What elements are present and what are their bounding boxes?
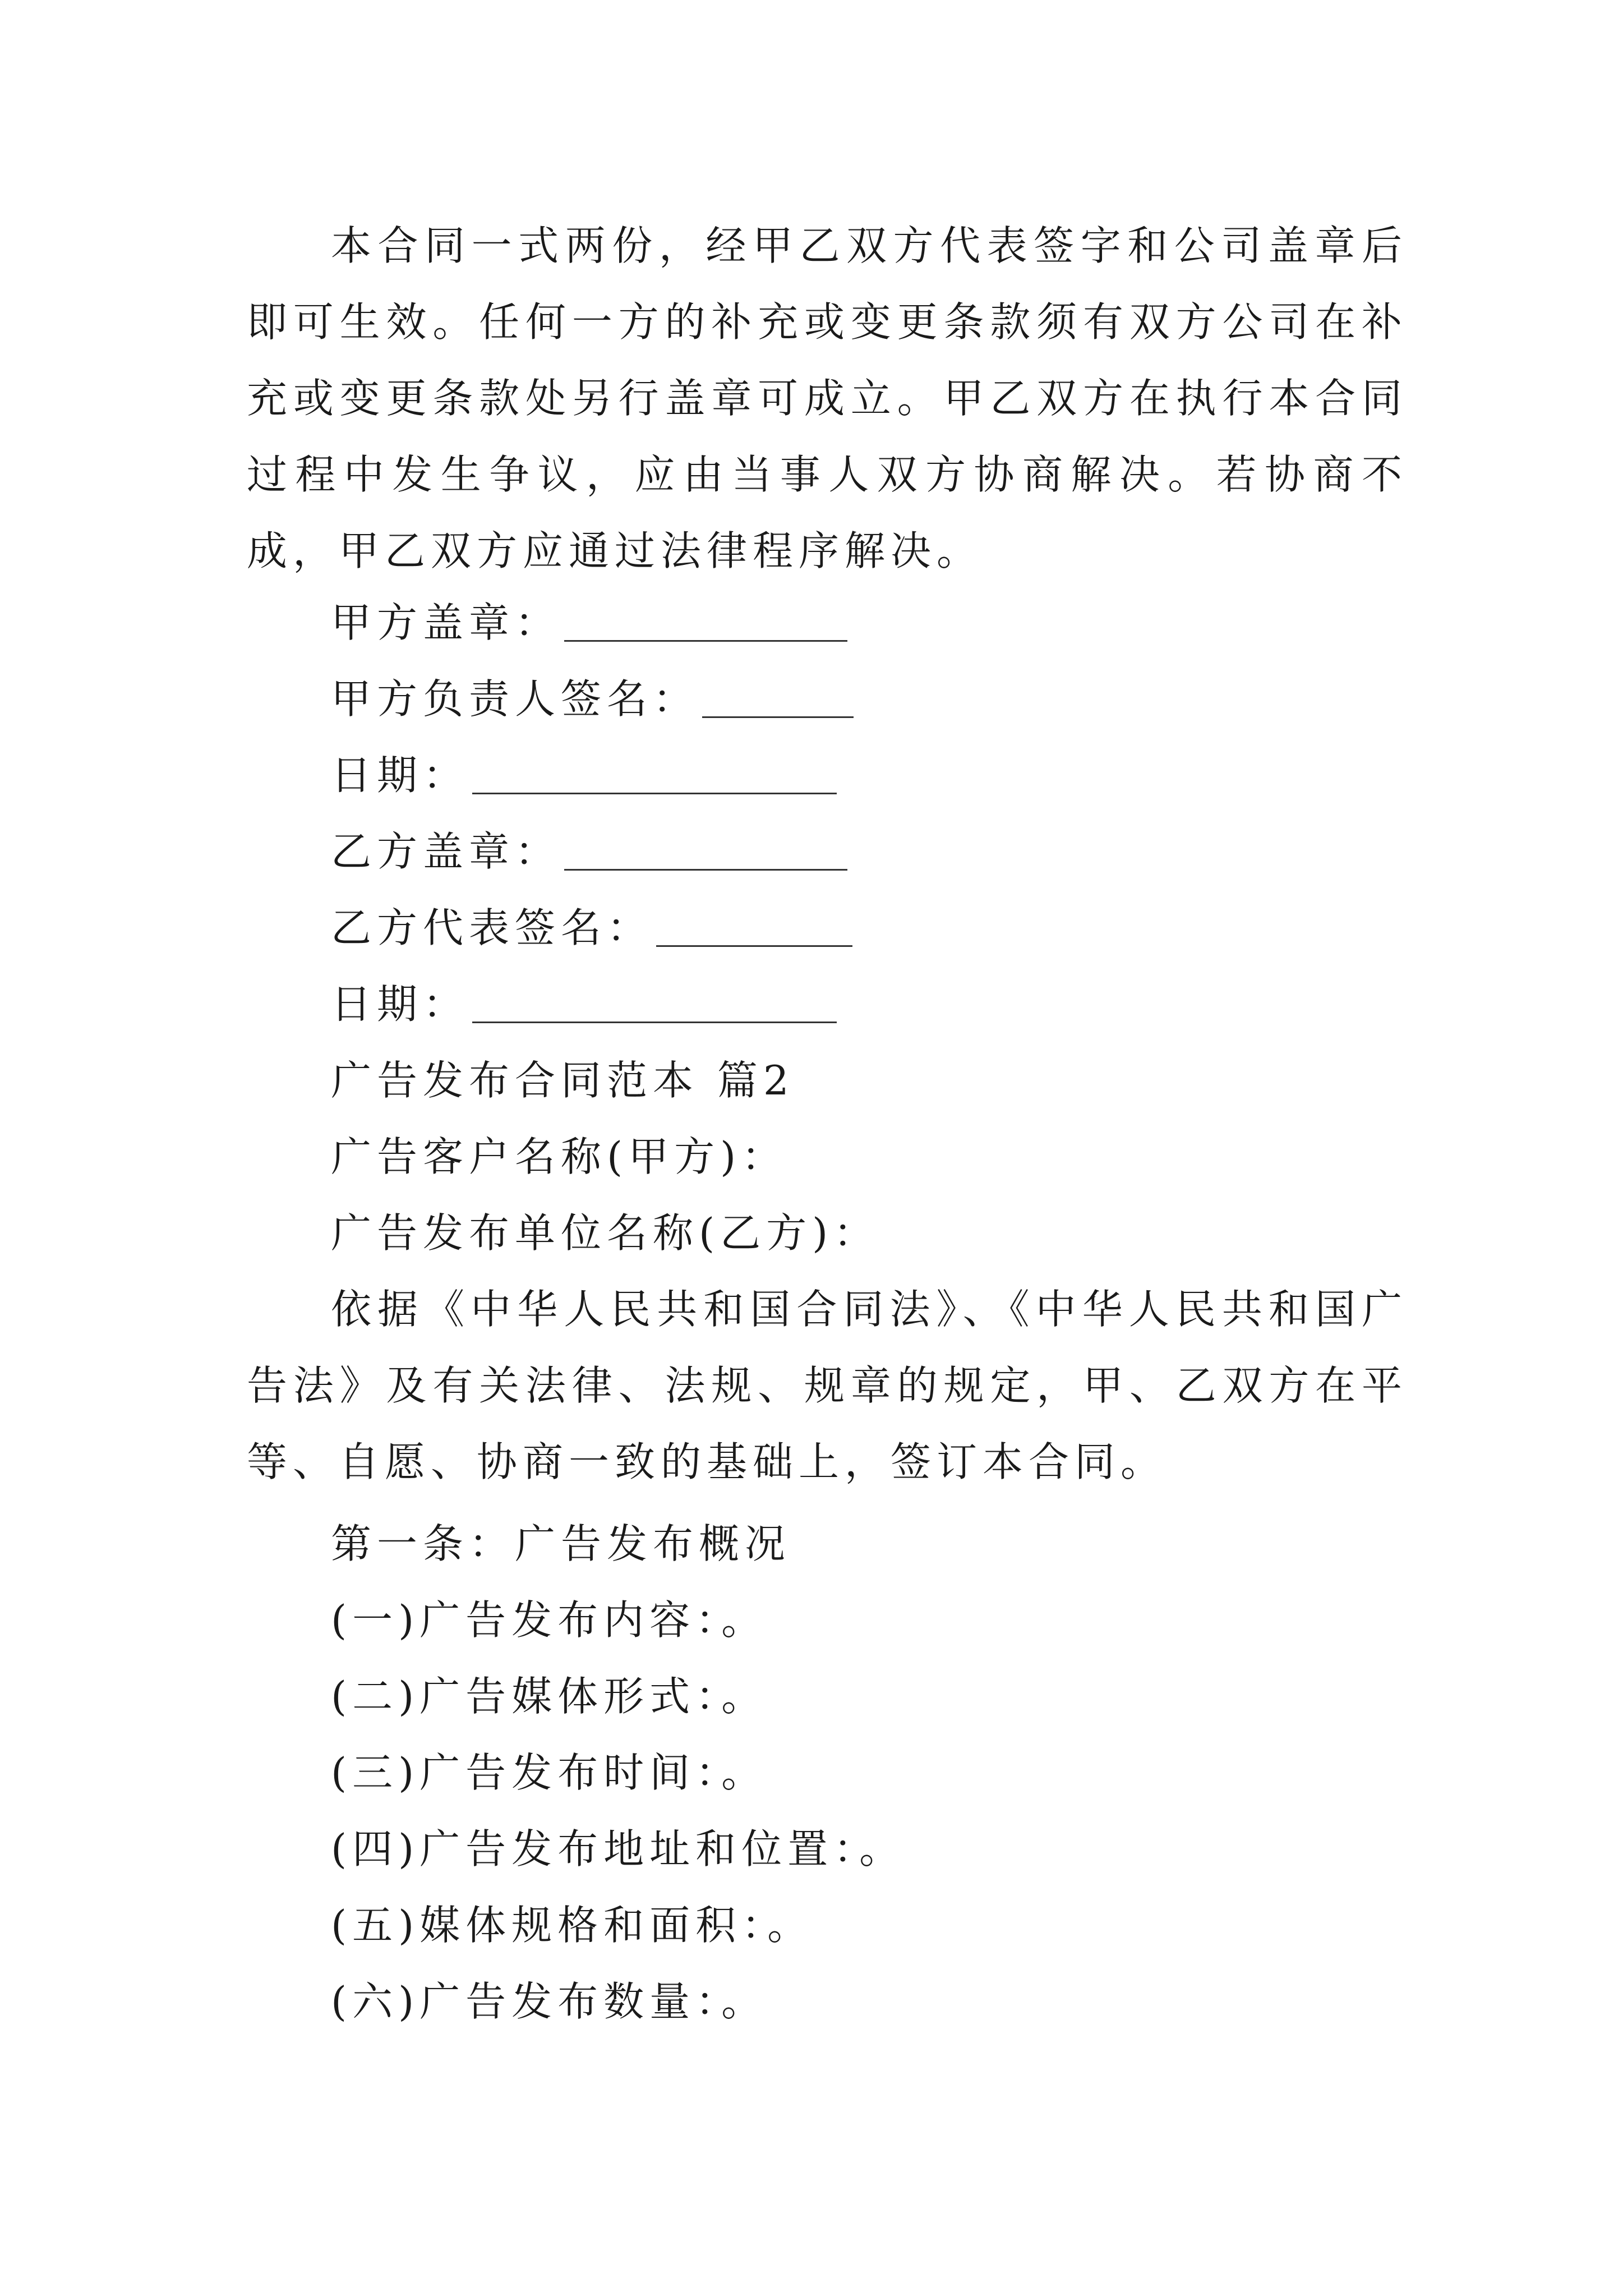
party-a-signer-blank <box>702 677 854 718</box>
party-b-date-field <box>331 976 837 1032</box>
legal-basis-paragraph: 依据《中华人民共和国合同法》、《中华人民共和国广告法》及有关法律、法规、规章的规定，甲、乙双方在平等、自愿、协商一致的基础上，签订本合同。 <box>247 1286 1408 1485</box>
article-1-item: (一)广告发布内容：。 <box>331 1596 768 1644</box>
publisher-name-line: 广告发布单位名称(乙方)： <box>331 1209 880 1257</box>
article-1-item: (六)广告发布数量：。 <box>331 1978 768 2025</box>
article-1-item: (五)媒体规格和面积：。 <box>331 1902 814 1949</box>
party-a-seal-field <box>331 595 847 651</box>
closing-clause-paragraph: 本合同一式两份，经甲乙双方代表签字和公司盖章后即可生效。任何一方的补充或变更条款须有双方公司在补充或变更条款处另行盖章可成立。甲乙双方在执行本合同过程中发生争议，应由当事人双方协商解决。若协商不成，甲乙双方应通过法律程序解决。 <box>247 222 1408 574</box>
party-a-seal-blank <box>564 601 847 642</box>
client-name-line: 广告客户名称(甲方)： <box>331 1133 788 1180</box>
party-a-seal-label: 甲方盖章： <box>331 599 561 646</box>
party-b-date-blank <box>472 982 837 1023</box>
section-title: 广告发布合同范本 篇2 <box>331 1057 795 1104</box>
article-1-item: (二)广告媒体形式：。 <box>331 1673 768 1720</box>
party-a-date-label: 日期： <box>331 752 469 799</box>
party-b-signer-field <box>331 900 852 956</box>
article-1-heading: 第一条：广告发布概况 <box>331 1520 791 1567</box>
party-b-seal-blank <box>564 830 847 871</box>
party-b-seal-label: 乙方盖章： <box>331 828 561 875</box>
party-b-signer-blank <box>656 906 852 947</box>
party-b-seal-field <box>331 823 847 880</box>
party-b-date-label: 日期： <box>331 981 469 1028</box>
party-a-date-blank <box>472 753 837 794</box>
party-a-signer-field <box>331 671 854 727</box>
article-1-item: (三)广告发布时间：。 <box>331 1749 768 1796</box>
party-a-date-field <box>331 747 837 803</box>
article-1-item: (四)广告发布地址和位置：。 <box>331 1825 906 1872</box>
party-a-signer-label: 甲方负责人签名： <box>331 675 699 723</box>
party-b-signer-label: 乙方代表签名： <box>331 904 653 951</box>
